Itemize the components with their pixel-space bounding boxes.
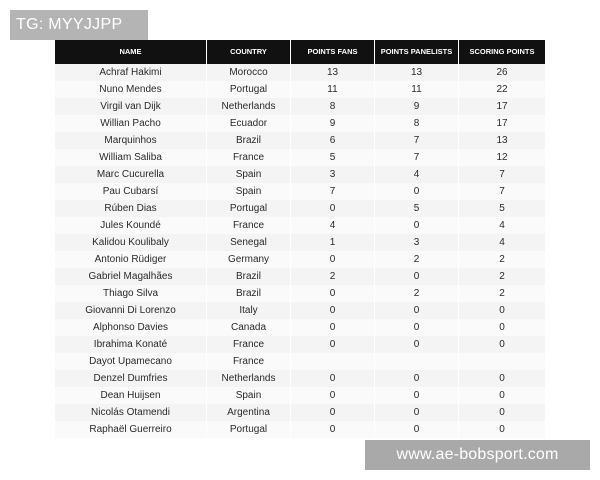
scoring-points: 0: [459, 387, 545, 404]
points-fans: 13: [291, 64, 375, 81]
points-panelists: 9: [375, 98, 459, 115]
watermark-top: TG: MYYJJPP: [10, 10, 148, 40]
points-panelists: 0: [375, 336, 459, 353]
table-row: [55, 166, 545, 183]
points-panelists: 0: [375, 421, 459, 438]
player-name: Ibrahima Konaté: [55, 336, 207, 353]
points-panelists: 7: [375, 149, 459, 166]
header-scoring-points: SCORING POINTS: [459, 40, 545, 64]
table-row: [55, 336, 545, 353]
points-fans: 4: [291, 217, 375, 234]
scoring-points: 17: [459, 115, 545, 132]
player-country: Spain: [207, 387, 291, 404]
table-row: [55, 234, 545, 251]
points-fans: 0: [291, 251, 375, 268]
player-name: Virgil van Dijk: [55, 98, 207, 115]
points-panelists: 0: [375, 404, 459, 421]
table-header-row: [55, 40, 545, 64]
player-name: Nuno Mendes: [55, 81, 207, 98]
player-name: Giovanni Di Lorenzo: [55, 302, 207, 319]
points-fans: 0: [291, 285, 375, 302]
points-panelists: 0: [375, 319, 459, 336]
table-row: [55, 183, 545, 200]
player-country: Portugal: [207, 421, 291, 438]
points-fans: 11: [291, 81, 375, 98]
table-row: [55, 319, 545, 336]
table-row: [55, 370, 545, 387]
player-country: France: [207, 149, 291, 166]
scoring-table: [55, 40, 545, 438]
player-name: William Saliba: [55, 149, 207, 166]
points-panelists: 4: [375, 166, 459, 183]
points-fans: 1: [291, 234, 375, 251]
scoring-points: 26: [459, 64, 545, 81]
player-name: Raphaël Guerreiro: [55, 421, 207, 438]
table-row: [55, 98, 545, 115]
scoring-points: 0: [459, 370, 545, 387]
points-panelists: 0: [375, 387, 459, 404]
points-panelists: 0: [375, 268, 459, 285]
player-country: Netherlands: [207, 370, 291, 387]
points-fans: 7: [291, 183, 375, 200]
points-panelists: 7: [375, 132, 459, 149]
player-country: Morocco: [207, 64, 291, 81]
player-name: Dayot Upamecano: [55, 353, 207, 370]
points-fans: 0: [291, 370, 375, 387]
points-panelists: [375, 353, 459, 370]
scoring-points: 0: [459, 404, 545, 421]
points-fans: 8: [291, 98, 375, 115]
player-country: Brazil: [207, 285, 291, 302]
scoring-points: 5: [459, 200, 545, 217]
table-row: [55, 268, 545, 285]
scoring-points: [459, 353, 545, 370]
player-country: Brazil: [207, 268, 291, 285]
points-panelists: 3: [375, 234, 459, 251]
points-fans: 0: [291, 387, 375, 404]
scoring-points: 12: [459, 149, 545, 166]
player-country: France: [207, 336, 291, 353]
player-name: Marc Cucurella: [55, 166, 207, 183]
player-country: France: [207, 353, 291, 370]
table-row: [55, 64, 545, 81]
points-fans: 5: [291, 149, 375, 166]
player-country: Germany: [207, 251, 291, 268]
player-name: Marquinhos: [55, 132, 207, 149]
scoring-points: 0: [459, 421, 545, 438]
header-points-fans: POINTS FANS: [291, 40, 375, 64]
points-panelists: 0: [375, 370, 459, 387]
player-country: Argentina: [207, 404, 291, 421]
table-row: [55, 115, 545, 132]
points-panelists: 0: [375, 217, 459, 234]
player-name: Willian Pacho: [55, 115, 207, 132]
scoring-points: 4: [459, 217, 545, 234]
player-country: Senegal: [207, 234, 291, 251]
player-country: Brazil: [207, 132, 291, 149]
table-row: [55, 217, 545, 234]
player-name: Kalidou Koulibaly: [55, 234, 207, 251]
table-row: [55, 404, 545, 421]
table-row: [55, 81, 545, 98]
scoring-points: 2: [459, 268, 545, 285]
player-name: Achraf Hakimi: [55, 64, 207, 81]
player-country: Portugal: [207, 81, 291, 98]
points-fans: [291, 353, 375, 370]
player-name: Alphonso Davies: [55, 319, 207, 336]
points-fans: 6: [291, 132, 375, 149]
table-row: [55, 285, 545, 302]
table-row: [55, 251, 545, 268]
points-panelists: 2: [375, 251, 459, 268]
watermark-bottom: www.ae-bobsport.com: [365, 440, 590, 470]
scoring-points: 2: [459, 285, 545, 302]
points-fans: 2: [291, 268, 375, 285]
scoring-points: 0: [459, 319, 545, 336]
scoring-points: 0: [459, 336, 545, 353]
table-row: [55, 421, 545, 438]
table-row: [55, 387, 545, 404]
scoring-points: 0: [459, 302, 545, 319]
points-panelists: 0: [375, 302, 459, 319]
table-row: [55, 149, 545, 166]
points-fans: 0: [291, 200, 375, 217]
points-fans: 0: [291, 319, 375, 336]
points-fans: 0: [291, 404, 375, 421]
scoring-points: 13: [459, 132, 545, 149]
player-country: Netherlands: [207, 98, 291, 115]
points-panelists: 2: [375, 285, 459, 302]
player-name: Pau Cubarsí: [55, 183, 207, 200]
table-row: [55, 353, 545, 370]
player-name: Denzel Dumfries: [55, 370, 207, 387]
table-row: [55, 302, 545, 319]
points-fans: 0: [291, 302, 375, 319]
player-country: Spain: [207, 166, 291, 183]
points-fans: 0: [291, 421, 375, 438]
table-body: [55, 64, 545, 438]
points-panelists: 8: [375, 115, 459, 132]
player-country: Italy: [207, 302, 291, 319]
scoring-points: 7: [459, 183, 545, 200]
player-name: Antonio Rüdiger: [55, 251, 207, 268]
player-name: Rúben Dias: [55, 200, 207, 217]
scoring-points: 7: [459, 166, 545, 183]
player-country: Spain: [207, 183, 291, 200]
player-country: Ecuador: [207, 115, 291, 132]
table-row: [55, 200, 545, 217]
points-panelists: 0: [375, 183, 459, 200]
points-fans: 3: [291, 166, 375, 183]
points-panelists: 13: [375, 64, 459, 81]
scoring-points: 22: [459, 81, 545, 98]
player-name: Gabriel Magalhães: [55, 268, 207, 285]
scoring-points: 2: [459, 251, 545, 268]
scoring-points: 4: [459, 234, 545, 251]
player-country: France: [207, 217, 291, 234]
player-name: Thiago Silva: [55, 285, 207, 302]
player-name: Jules Koundé: [55, 217, 207, 234]
points-panelists: 5: [375, 200, 459, 217]
points-fans: 9: [291, 115, 375, 132]
player-name: Dean Huijsen: [55, 387, 207, 404]
points-fans: 0: [291, 336, 375, 353]
points-panelists: 11: [375, 81, 459, 98]
player-country: Canada: [207, 319, 291, 336]
header-country: COUNTRY: [207, 40, 291, 64]
player-name: Nicolás Otamendi: [55, 404, 207, 421]
player-country: Portugal: [207, 200, 291, 217]
header-name: NAME: [55, 40, 207, 64]
header-points-panelists: POINTS PANELISTS: [375, 40, 459, 64]
scoring-points: 17: [459, 98, 545, 115]
table-row: [55, 132, 545, 149]
